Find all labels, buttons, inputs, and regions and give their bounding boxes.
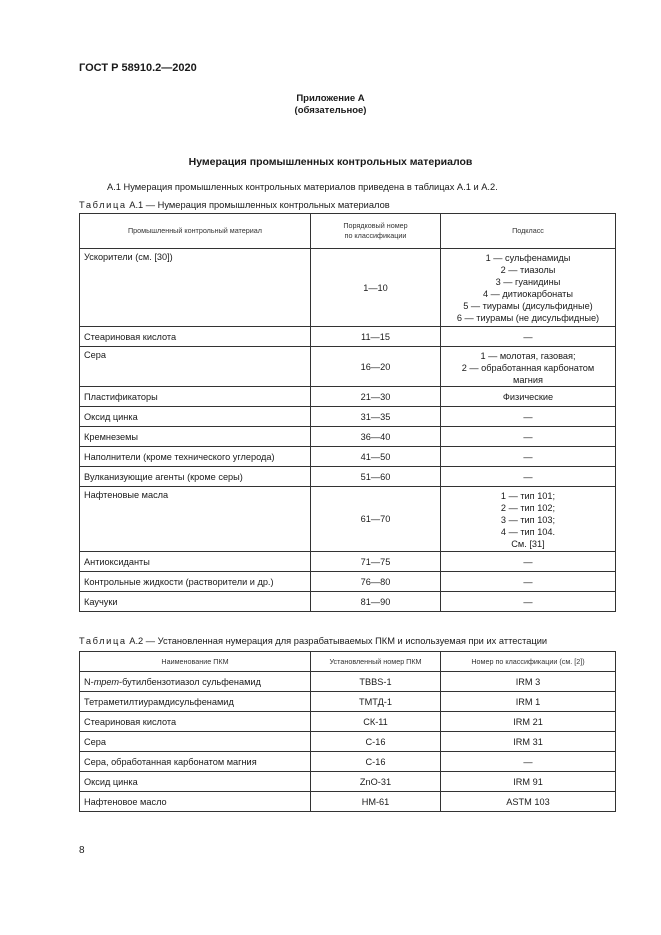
table2-caption-prefix: Таблица [79,636,127,646]
number-cell: 1—10 [311,249,441,327]
classification-cell: IRM 21 [441,712,616,732]
subclass-line: 1 — тип 101; [500,491,556,501]
subclass-line: См. [31] [511,539,545,549]
table-row [80,772,616,792]
subclass-line: 2 — тип 102; [500,503,556,513]
subclass-line: 4 — тип 104. [500,527,556,537]
subclass-line: 3 — гуанидины [495,277,561,287]
classification-cell: IRM 1 [441,692,616,712]
subclass-line: магния [513,375,543,385]
subclass-line: 3 — тип 103; [500,515,556,525]
pkm-name-part: -бутилбензотиазол сульфенамид [119,676,261,687]
table1-caption-text: А.1 — Нумерация промышленных контрольных материалов [126,200,390,210]
table-row [80,347,616,387]
table-row [80,552,616,572]
pkm-name-cell: Сера, обработанная карбонатом магния [80,752,311,772]
number-cell: 11—15 [311,327,441,347]
page-number: 8 [79,845,85,856]
subclass-line: — [523,431,533,442]
table-row [80,672,616,692]
pkm-name-cell: Сера [80,732,311,752]
subclass-line: — [523,471,533,482]
material-cell: Контрольные жидкости (растворители и др.) [80,572,311,592]
table-row [80,407,616,427]
subclass-line: — [523,331,533,342]
pkm-code-cell: НМ-61 [311,792,441,812]
table-row [80,732,616,752]
subclass-line: 6 — тиурамы (не дисульфидные) [456,313,600,323]
material-cell: Наполнители (кроме технического углерода) [80,447,311,467]
pkm-name-part: трет [93,676,120,687]
pkm-code-cell: TBBS-1 [311,672,441,692]
table2-header-name: Наименование ПКМ [80,652,311,672]
table1-caption-prefix: Таблица [79,200,127,210]
material-cell: Ускорители (см. [30]) [80,249,311,327]
table-row [80,327,616,347]
table-row [80,427,616,447]
table-row [80,752,616,772]
pkm-code-cell: С-16 [311,752,441,772]
subclass-cell [441,487,616,552]
table1-caption [79,200,390,210]
classification-cell: IRM 91 [441,772,616,792]
classification-cell: IRM 31 [441,732,616,752]
classification-cell: ASTM 103 [441,792,616,812]
material-cell: Стеариновая кислота [80,327,311,347]
material-cell: Каучуки [80,592,311,612]
subclass-cell [441,572,616,592]
table-row [80,447,616,467]
material-cell: Кремнеземы [80,427,311,447]
table1-header-material: Промышленный контрольный материал [80,214,311,249]
appendix-subtitle: (обязательное) [294,105,367,116]
subclass-line: Физические [502,391,554,402]
section-title: Нумерация промышленных контрольных материалов [188,156,473,168]
pkm-name-cell: Нафтеновое масло [80,792,311,812]
pkm-name-cell: Тетраметилтиурамдисульфенамид [80,692,311,712]
subclass-cell [441,592,616,612]
pkm-code-cell: С-16 [311,732,441,752]
intro-paragraph: А.1 Нумерация промышленных контрольных материалов приведена в таблицах А.1 и А.2. [107,182,498,192]
table-row [80,572,616,592]
table2-caption-text: А.2 — Установленная нумерация для разрабатываемых ПКМ и используемая при их аттестации [126,636,548,646]
number-cell: 41—50 [311,447,441,467]
appendix-title: Приложение А [296,93,365,104]
subclass-line: 4 — дитиокарбонаты [483,289,573,299]
number-cell: 51—60 [311,467,441,487]
subclass-cell [441,347,616,387]
pkm-name-part: N- [84,676,94,687]
table-row [80,692,616,712]
table2-caption [79,636,547,646]
subclass-line: 2 — обработанная карбонатом [461,363,595,373]
table-row [80,712,616,732]
table2-header-classification: Номер по классификации (см. [2]) [441,652,616,672]
subclass-cell [441,387,616,407]
subclass-line: — [523,596,533,607]
material-cell: Сера [80,347,311,387]
table-row [80,249,616,327]
subclass-cell [441,552,616,572]
subclass-line: 5 — тиурамы (дисульфидные) [463,301,593,311]
table-row [80,487,616,552]
subclass-line: — [523,411,533,422]
number-cell: 61—70 [311,487,441,552]
subclass-cell [441,327,616,347]
subclass-line: 1 — сульфенамиды [485,253,571,263]
table-row [80,592,616,612]
pkm-name-cell [80,672,311,692]
pkm-name-cell: Оксид цинка [80,772,311,792]
subclass-line: — [523,556,533,567]
subclass-line: — [523,576,533,587]
number-cell: 36—40 [311,427,441,447]
number-cell: 71—75 [311,552,441,572]
subclass-line: — [523,451,533,462]
established-numbering-table [79,651,616,812]
table2-header-code: Установленный номер ПКМ [311,652,441,672]
subclass-cell [441,249,616,327]
material-cell: Вулканизующие агенты (кроме серы) [80,467,311,487]
table-row [80,467,616,487]
document-code: ГОСТ Р 58910.2—2020 [79,62,197,74]
number-cell: 81—90 [311,592,441,612]
number-cell: 31—35 [311,407,441,427]
classification-cell: IRM 3 [441,672,616,692]
table-row [80,792,616,812]
pkm-code-cell: ТМТД-1 [311,692,441,712]
pkm-code-cell: СК-11 [311,712,441,732]
number-cell: 16—20 [311,347,441,387]
number-cell: 76—80 [311,572,441,592]
material-cell: Нафтеновые масла [80,487,311,552]
subclass-cell [441,447,616,467]
number-cell: 21—30 [311,387,441,407]
material-cell: Пластификаторы [80,387,311,407]
subclass-cell [441,467,616,487]
classification-table [79,213,616,612]
pkm-code-cell: ZnO-31 [311,772,441,792]
table-row [80,387,616,407]
classification-cell: — [441,752,616,772]
table1-header-subclass: Подкласс [441,214,616,249]
table1-header-number: Порядковый номер по классификации [311,214,441,249]
material-cell: Антиоксиданты [80,552,311,572]
subclass-line: 1 — молотая, газовая; [480,351,576,361]
material-cell: Оксид цинка [80,407,311,427]
subclass-cell [441,407,616,427]
subclass-cell [441,427,616,447]
pkm-name-cell: Стеариновая кислота [80,712,311,732]
subclass-line: 2 — тиазолы [500,265,556,275]
